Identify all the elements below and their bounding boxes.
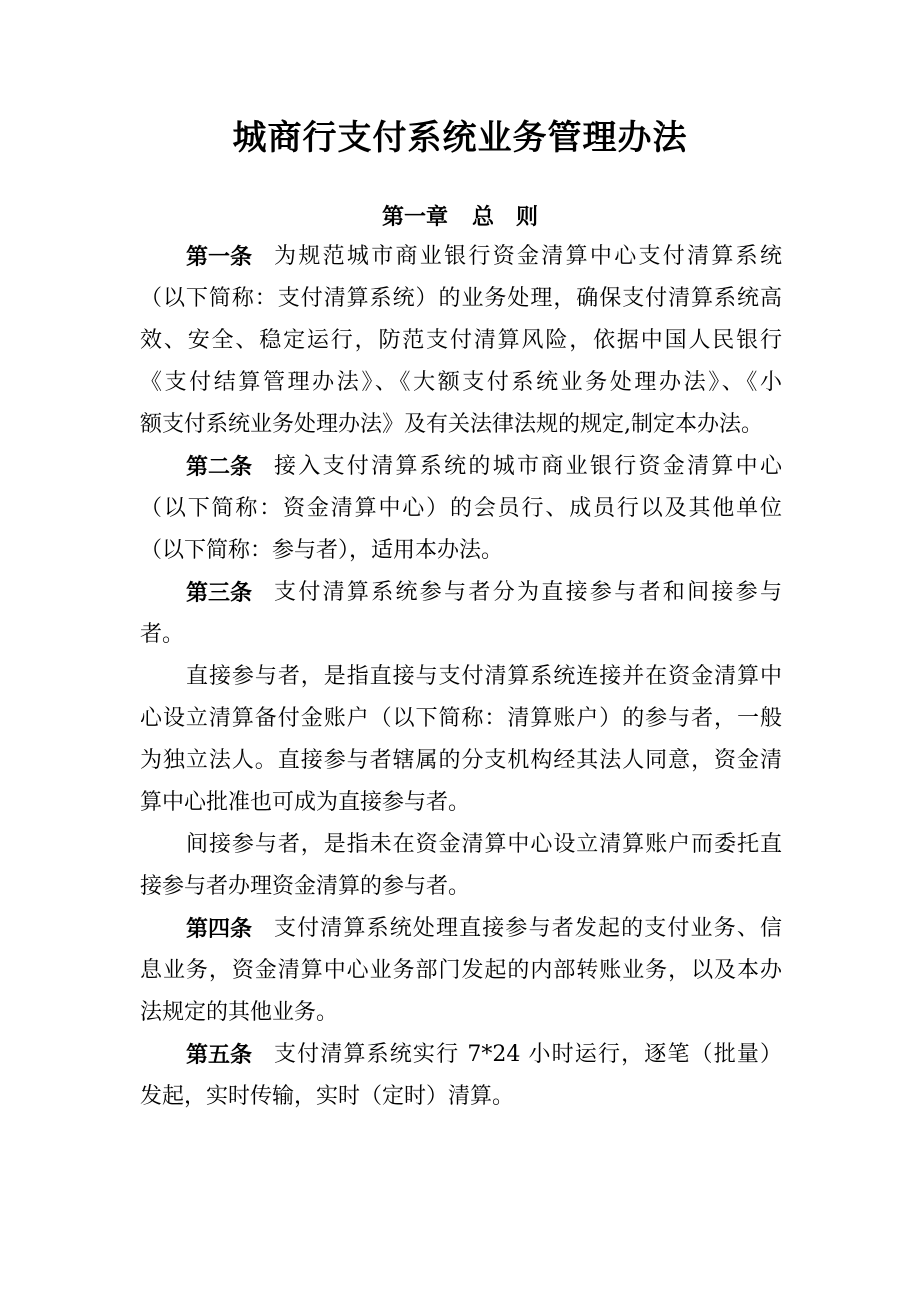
line-text: 算中心批准也可成为直接参与者。 bbox=[140, 790, 471, 815]
line-text: 接入支付清算系统的城市商业银行资金清算中心 bbox=[274, 454, 782, 479]
line-text: 发起，实时传输，实时（定时）清算。 bbox=[140, 1084, 515, 1109]
text-line bbox=[140, 702, 782, 744]
line-text: 直接参与者，是指直接与支付清算系统连接并在资金清算中 bbox=[186, 664, 782, 689]
article-label: 第一条 bbox=[186, 244, 253, 270]
chapter-name: 总 则 bbox=[472, 204, 539, 230]
line-text: 效、安全、稳定运行，防范支付清算风险，依据中国人民银行 bbox=[140, 328, 782, 353]
article-label: 第四条 bbox=[186, 916, 253, 942]
line-text: 息业务，资金清算中心业务部门发起的内部转账业务，以及本办 bbox=[140, 958, 782, 983]
text-line bbox=[140, 912, 782, 954]
text-line bbox=[140, 744, 782, 786]
line-text: （以下简称：支付清算系统）的业务处理，确保支付清算系统高 bbox=[140, 286, 782, 311]
article-paragraph bbox=[140, 576, 782, 660]
text-line bbox=[140, 324, 782, 366]
article-paragraph bbox=[140, 828, 782, 912]
article-paragraph bbox=[140, 1038, 782, 1122]
line-text: 支付清算系统处理直接参与者发起的支付业务、信 bbox=[274, 916, 782, 941]
text-line bbox=[140, 282, 782, 324]
article-label: 第五条 bbox=[186, 1042, 253, 1068]
text-line bbox=[140, 618, 782, 660]
line-text: 支付清算系统实行 7*24 小时运行，逐笔（批量） bbox=[274, 1042, 782, 1067]
document-body bbox=[140, 240, 782, 1122]
article-label: 第二条 bbox=[186, 454, 253, 480]
text-line bbox=[140, 492, 782, 534]
line-text: 法规定的其他业务。 bbox=[140, 1000, 339, 1025]
text-line bbox=[140, 870, 782, 912]
text-line bbox=[140, 1080, 782, 1122]
line-text: 接参与者办理资金清算的参与者。 bbox=[140, 874, 471, 899]
text-line bbox=[140, 408, 782, 450]
text-line bbox=[140, 996, 782, 1038]
chapter-number: 第一章 bbox=[381, 204, 448, 230]
line-text: 者。 bbox=[140, 622, 185, 647]
text-line bbox=[140, 786, 782, 828]
document-title: 城商行支付系统业务管理办法 bbox=[232, 118, 688, 158]
text-line bbox=[140, 240, 782, 282]
text-line bbox=[140, 1038, 782, 1080]
line-text: 支付清算系统参与者分为直接参与者和间接参与 bbox=[274, 580, 782, 605]
article-label: 第三条 bbox=[186, 580, 253, 606]
text-line bbox=[140, 450, 782, 492]
chapter-heading bbox=[0, 200, 920, 231]
line-text: 为独立法人。直接参与者辖属的分支机构经其法人同意，资金清 bbox=[140, 748, 782, 773]
article-paragraph bbox=[140, 450, 782, 576]
line-text: （以下简称：参与者），适用本办法。 bbox=[140, 538, 504, 563]
line-text: （以下简称：资金清算中心）的会员行、成员行以及其他单位 bbox=[140, 496, 782, 521]
text-line bbox=[140, 660, 782, 702]
text-line bbox=[140, 366, 782, 408]
line-text: 《支付结算管理办法》、《大额支付系统业务处理办法》、《小 bbox=[140, 370, 782, 395]
article-paragraph bbox=[140, 240, 782, 450]
text-line bbox=[140, 828, 782, 870]
line-text: 额支付系统业务处理办法》及有关法律法规的规定,制定本办法。 bbox=[140, 412, 763, 437]
line-text: 间接参与者，是指未在资金清算中心设立清算账户而委托直 bbox=[186, 832, 782, 857]
text-line bbox=[140, 534, 782, 576]
article-paragraph bbox=[140, 912, 782, 1038]
line-text: 为规范城市商业银行资金清算中心支付清算系统 bbox=[274, 244, 782, 269]
line-text: 心设立清算备付金账户（以下简称：清算账户）的参与者，一般 bbox=[140, 706, 782, 731]
text-line bbox=[140, 576, 782, 618]
article-paragraph bbox=[140, 660, 782, 828]
text-line bbox=[140, 954, 782, 996]
